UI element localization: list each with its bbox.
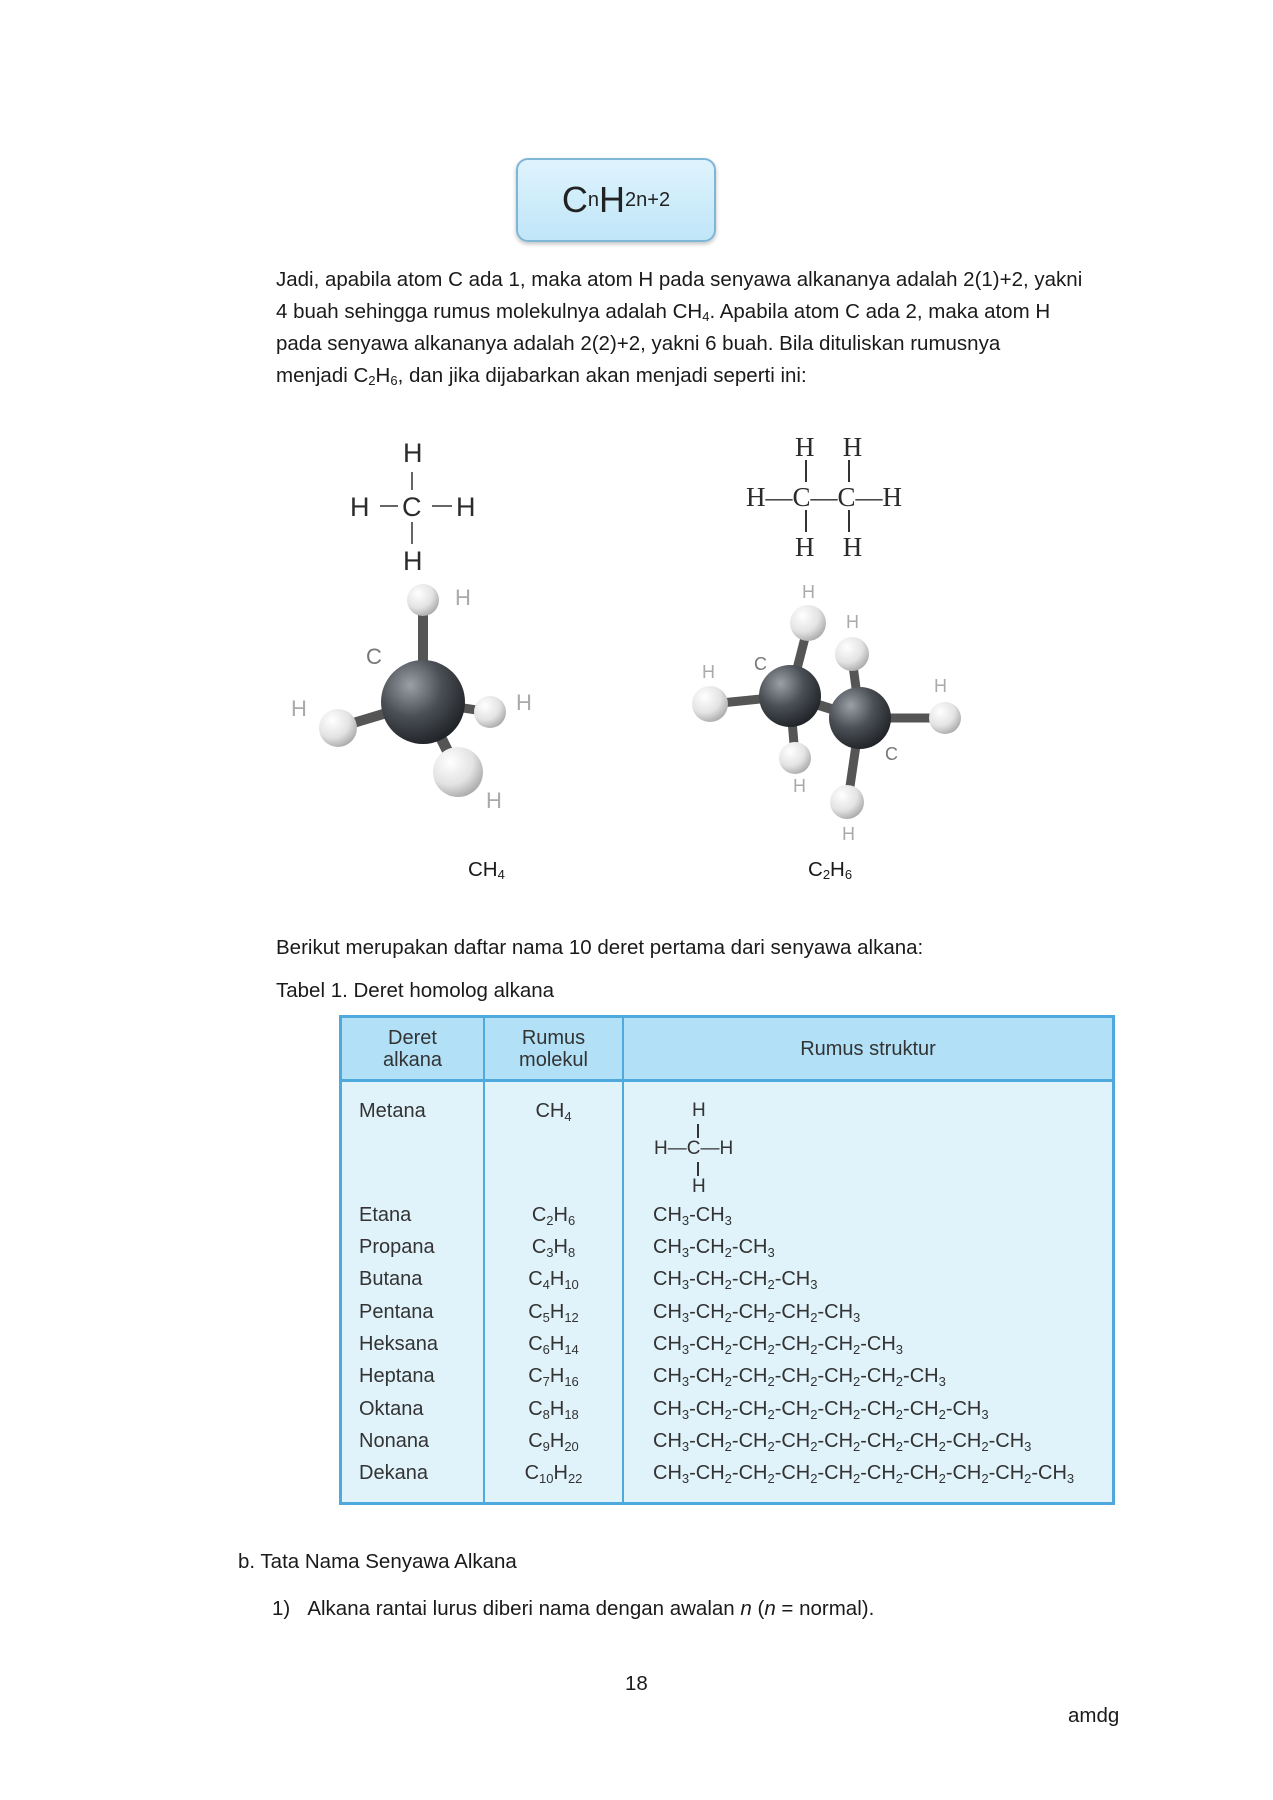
list-item-1-number: 1) xyxy=(272,1597,291,1620)
list-item-1-text-c: = normal). xyxy=(775,1597,875,1620)
methane-model-label-c: C xyxy=(366,644,382,669)
table-cell-formula: $C_3H_8$ xyxy=(531,1236,576,1260)
ethane-h-atom-4 xyxy=(779,742,811,774)
table-cell-name: Pentana xyxy=(359,1301,434,1323)
methane-struct-h-bottom: H xyxy=(403,546,423,576)
page-number: 18 xyxy=(625,1672,648,1695)
header-rumus-struktur: Rumus struktur xyxy=(800,1037,936,1060)
paragraph-line-2-sub: 4 xyxy=(702,309,710,324)
table-cell-formula: $CH_4$ xyxy=(535,1100,572,1124)
ethane-model-label-h6: H xyxy=(842,824,855,844)
table-divider-2 xyxy=(622,1018,624,1502)
table-cell-name: Dekana xyxy=(359,1462,428,1484)
methane-bond-lines xyxy=(340,440,480,570)
paragraph-line-3 xyxy=(276,328,1116,360)
ethane-model-label-h5: H xyxy=(793,776,806,796)
methane-struct-h-right: H xyxy=(456,492,476,522)
table-cell-name: Oktana xyxy=(359,1398,424,1420)
ethane-struct-row-mid: H—C—C—H xyxy=(746,482,903,512)
ethane-caption-h: H xyxy=(830,858,845,881)
table-cell-name: Etana xyxy=(359,1204,412,1226)
table-cell-structure: $CH_3-CH_2-CH_3$ xyxy=(653,1236,775,1260)
table-cell-name: Propana xyxy=(359,1236,435,1258)
table-cell-formula: $C_5H_{12}$ xyxy=(528,1301,579,1325)
ethane-h-atom-2 xyxy=(835,637,869,671)
header-rumus-molekul xyxy=(485,1018,622,1079)
table-cell-name: Heptana xyxy=(359,1365,435,1387)
table-cell-formula: $C_2H_6$ xyxy=(531,1204,576,1228)
table-cell-structure: $CH_3-CH_2-CH_2-CH_2-CH_2-CH_2-CH_2-CH_3$ xyxy=(653,1398,989,1422)
table-cell-structure: $CH_3-CH_2-CH_2-CH_2-CH_3$ xyxy=(653,1301,861,1325)
ethane-struct-row-top: H H xyxy=(795,432,865,462)
list-item-1-text-b: ( xyxy=(751,1597,765,1620)
methane-struct-h-top: H xyxy=(403,438,423,468)
table-cell-name: Heksana xyxy=(359,1333,438,1355)
ethane-caption-sub2: 6 xyxy=(844,867,853,882)
ethane-model-label-h2: H xyxy=(846,612,859,632)
methane-caption-sub: 4 xyxy=(497,867,505,882)
methane-model-label-h-right: H xyxy=(516,690,532,715)
header-deret-line1: Deret xyxy=(388,1026,437,1049)
ethane-model-label-h4: H xyxy=(934,676,947,696)
ethane-model-label-c2: C xyxy=(885,744,898,764)
homolog-table xyxy=(339,1015,1115,1505)
list-item-1-n2: n xyxy=(764,1597,776,1620)
methane-caption-c: CH xyxy=(468,858,498,881)
paragraph-line-4-sub1: 2 xyxy=(368,373,376,388)
list-item-1 xyxy=(272,1597,874,1621)
methane-h-atom-bottom xyxy=(433,747,483,797)
footer-text: amdg xyxy=(1068,1704,1120,1727)
table-caption: Tabel 1. Deret homolog alkana xyxy=(276,979,555,1002)
paragraph-line-4-c: , dan jika dijabarkan akan menjadi seperti ini: xyxy=(397,364,807,387)
ethane-caption xyxy=(808,858,852,882)
header-deret-line2: alkana xyxy=(383,1048,442,1071)
ethane-h-atom-1 xyxy=(790,605,826,641)
formula-sub-n: n xyxy=(587,188,600,211)
paragraph-line-2-a: 4 buah sehingga rumus molekulnya adalah CH xyxy=(276,300,703,323)
section-b-heading: b. Tata Nama Senyawa Alkana xyxy=(238,1550,517,1573)
methane-3d-model xyxy=(280,572,560,827)
list-item-1-n1: n xyxy=(740,1597,752,1620)
table-cell-structure: $CH_3-CH_2-CH_2-CH_2-CH_2-CH_3$ xyxy=(653,1333,904,1357)
formula-h: H xyxy=(599,179,626,220)
ethane-caption-c: C xyxy=(808,858,823,881)
table-cell-name: Nonana xyxy=(359,1430,430,1452)
ethane-model-label-h1: H xyxy=(802,582,815,602)
paragraph-line-1 xyxy=(276,264,1116,296)
header-molekul-line1: Rumus xyxy=(521,1026,586,1049)
paragraph-line-4-sub2: 6 xyxy=(390,373,398,388)
table-cell-structure: $CH_3-CH_2-CH_2-CH_2-CH_2-CH_2-CH_2-CH_2-CH_2-CH_3$ xyxy=(653,1462,1075,1486)
header-deret-alkana xyxy=(342,1018,483,1079)
paragraph-line-4-b: H xyxy=(375,364,391,387)
ethane-h-atom-5 xyxy=(929,702,961,734)
methane-model-label-h-top: H xyxy=(455,585,471,610)
table-cell-formula: $C_6H_{14}$ xyxy=(528,1333,579,1357)
general-formula-box xyxy=(516,158,716,242)
ethane-model-label-c1: C xyxy=(754,654,767,674)
table-cell-formula: $C_8H_{18}$ xyxy=(528,1398,579,1422)
formula-c: C xyxy=(561,179,588,220)
table-methane-h-bottom: H xyxy=(692,1176,706,1197)
list-item-1-text-a: Alkana rantai lurus diberi nama dengan awalan xyxy=(307,1597,741,1620)
table-cell-structure: $CH_3-CH_2-CH_2-CH_2-CH_2-CH_2-CH_3$ xyxy=(653,1365,946,1389)
methane-struct-h-left: H xyxy=(350,492,370,522)
paragraph-line-1-text: Jadi, apabila atom C ada 1, maka atom H pada senyawa alkananya adalah 2(1)+2, yakni xyxy=(276,268,1083,291)
methane-h-atom-top xyxy=(407,584,439,616)
methane-h-atom-left xyxy=(319,709,357,747)
table-cell-structure: $CH_3-CH_3$ xyxy=(653,1204,732,1228)
methane-caption xyxy=(468,858,505,882)
table-cell-name: Metana xyxy=(359,1100,426,1122)
methane-model-label-h-bottom: H xyxy=(486,788,502,813)
table-methane-mid: H—C—H xyxy=(654,1138,734,1159)
header-molekul-line2: molekul xyxy=(519,1048,588,1071)
table-cell-structure: $CH_3-CH_2-CH_2-CH_2-CH_2-CH_2-CH_2-CH_2-CH_3$ xyxy=(653,1430,1032,1454)
table-cell-formula: $C_9H_{20}$ xyxy=(528,1430,579,1454)
ethane-h-atom-6 xyxy=(830,785,864,819)
table-methane-h-top: H xyxy=(692,1100,706,1121)
methane-h-atom-right xyxy=(474,696,506,728)
paragraph-line-4-a: menjadi C xyxy=(276,364,369,387)
paragraph-line-3-text: pada senyawa alkananya adalah 2(2)+2, yakni 6 buah. Bila dituliskan rumusnya xyxy=(276,332,1001,355)
methane-struct-c: C xyxy=(402,492,422,522)
formula-sub-2n2: 2n+2 xyxy=(625,188,671,211)
methane-model-label-h-left: H xyxy=(291,696,307,721)
paragraph-line-2-b: . Apabila atom C ada 2, maka atom H xyxy=(709,300,1051,323)
table-cell-formula: $C_{10}H_{22}$ xyxy=(524,1462,583,1486)
table-cell-formula: $C_7H_{16}$ xyxy=(528,1365,579,1389)
table-cell-formula: $C_4H_{10}$ xyxy=(528,1268,579,1292)
ethane-model-label-h3: H xyxy=(702,662,715,682)
intro-list-text: Berikut merupakan daftar nama 10 deret pertama dari senyawa alkana: xyxy=(276,936,924,959)
table-cell-structure: $CH_3-CH_2-CH_2-CH_3$ xyxy=(653,1268,818,1292)
paragraph-line-4 xyxy=(276,360,1116,392)
ethane-3d-model xyxy=(680,578,980,848)
ethane-c-atom-2 xyxy=(829,687,891,749)
paragraph-line-2 xyxy=(276,296,1116,328)
ethane-bond-lines xyxy=(795,458,875,538)
ethane-struct-row-bottom: H H xyxy=(795,532,865,562)
methane-c-atom xyxy=(381,660,465,744)
table-methane-bonds xyxy=(692,1122,708,1180)
ethane-h-atom-3 xyxy=(692,686,728,722)
ethane-caption-sub1: 2 xyxy=(822,867,831,882)
table-cell-name: Butana xyxy=(359,1268,423,1290)
ethane-c-atom-1 xyxy=(759,665,821,727)
